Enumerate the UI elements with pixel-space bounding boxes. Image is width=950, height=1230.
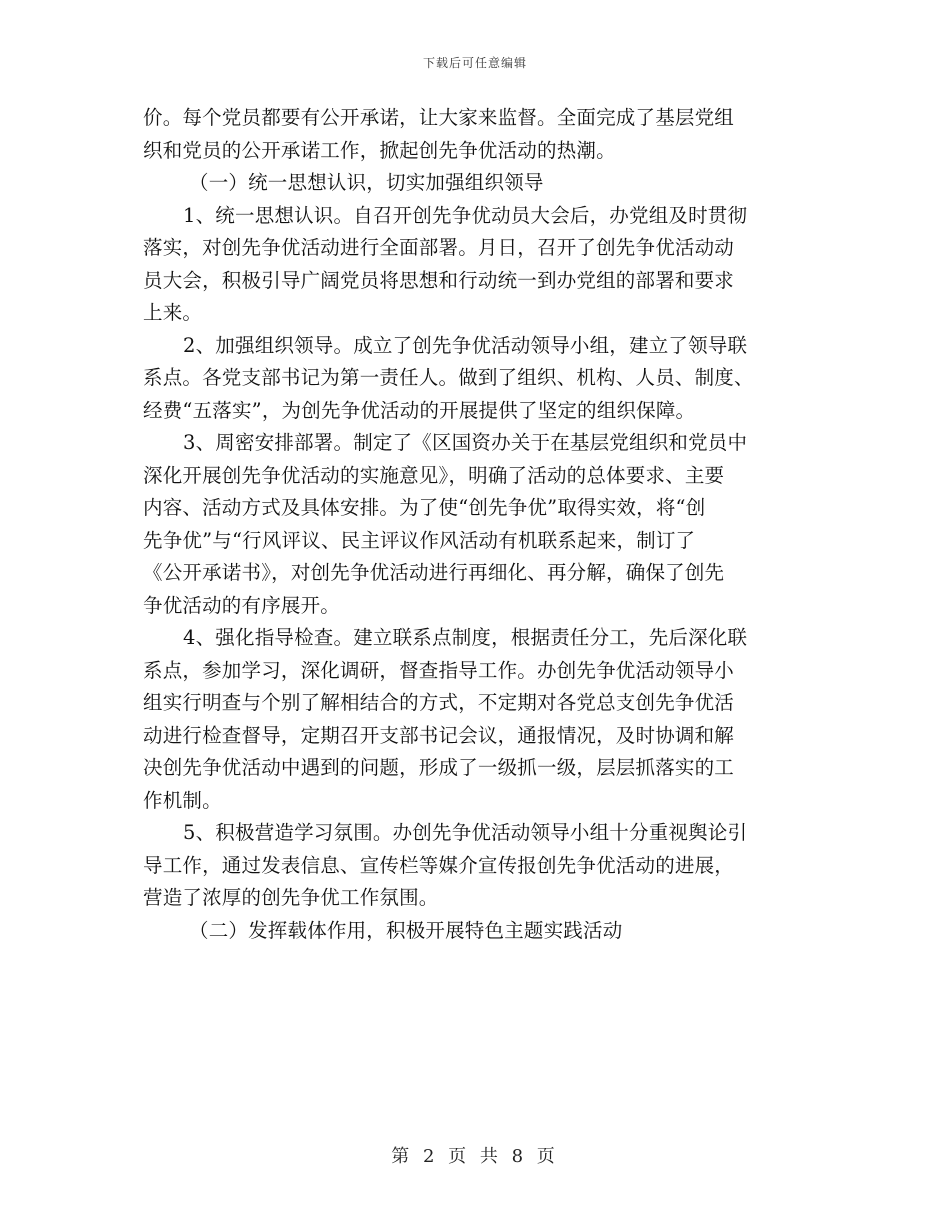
paragraph-line: 经费“五落实”，为创先争优活动的开展提供了坚定的组织保障。: [143, 398, 696, 422]
paragraph-line: 组实行明查与个别了解相结合的方式，不定期对各党总支创先争优活: [143, 691, 735, 714]
paragraph-line: 系点，参加学习，深化调研，督查指导工作。办创先争优活动领导小: [143, 658, 735, 682]
document-body: [143, 102, 807, 947]
paragraph-line: 2、加强组织领导。成立了创先争优活动领导小组，建立了领导联: [183, 333, 748, 357]
paragraph-line: 争优活动的有序展开。: [143, 593, 341, 617]
paragraph-line: 作机制。: [143, 788, 222, 812]
page-number: 第 2 页 共 8 页: [391, 1146, 559, 1167]
paragraph-line: 织和党员的公开承诺工作，掀起创先争优活动的热潮。: [143, 138, 616, 162]
paragraph-line: 5、积极营造学习氛围。办创先争优活动领导小组十分重视舆论引: [183, 821, 748, 844]
paragraph-line: 动进行检查督导，定期召开支部书记会议，通报情况，及时协调和解: [143, 723, 735, 747]
section-heading-line: （一）统一思想认识，切实加强组织领导: [189, 171, 544, 194]
paragraph-line: 上来。: [143, 301, 203, 324]
paragraph-line: 落实，对创先争优活动进行全面部署。月日，召开了创先争优活动动: [143, 236, 735, 259]
paragraph-line: 深化开展创先争优活动的实施意见》，明确了活动的总体要求、主要: [143, 463, 725, 487]
paragraph-line: 1、统一思想认识。自召开创先争优动员大会后，办党组及时贯彻: [183, 203, 748, 227]
paragraph-line: 3、周密安排部署。制定了《区国资办关于在基层党组织和党员中: [183, 431, 748, 454]
paragraph-line: 价。每个党员都要有公开承诺，让大家来监督。全面完成了基层党组: [143, 106, 735, 129]
paragraph-line: 《公开承诺书》，对创先争优活动进行再细化、再分解，确保了创先: [143, 561, 725, 584]
paragraph-line: 决创先争优活动中遇到的问题，形成了一级抓一级，层层抓落实的工: [143, 756, 735, 779]
paragraph-line: 先争优”与“行风评议、民主评议作风活动有机联系起来，制订了: [143, 528, 696, 552]
section-heading-line: （二）发挥载体作用，积极开展特色主题实践活动: [189, 918, 623, 942]
paragraph-line: 4、强化指导检查。建立联系点制度，根据责任分工，先后深化联: [183, 626, 748, 649]
paragraph-line: 员大会，积极引导广阔党员将思想和行动统一到办党组的部署和要求: [143, 268, 735, 292]
paragraph-line: 营造了浓厚的创先争优工作氛围。: [143, 886, 439, 909]
paragraph-line: 系点。各党支部书记为第一责任人。做到了组织、机构、人员、制度、: [143, 366, 754, 389]
paragraph-line: 内容、活动方式及具体安排。为了使“创先争优”取得实效，将“创: [143, 496, 706, 519]
paragraph-line: 导工作，通过发表信息、宣传栏等媒介宣传报创先争优活动的进展，: [143, 853, 735, 877]
page-header: 下载后可任意编辑: [422, 56, 527, 70]
